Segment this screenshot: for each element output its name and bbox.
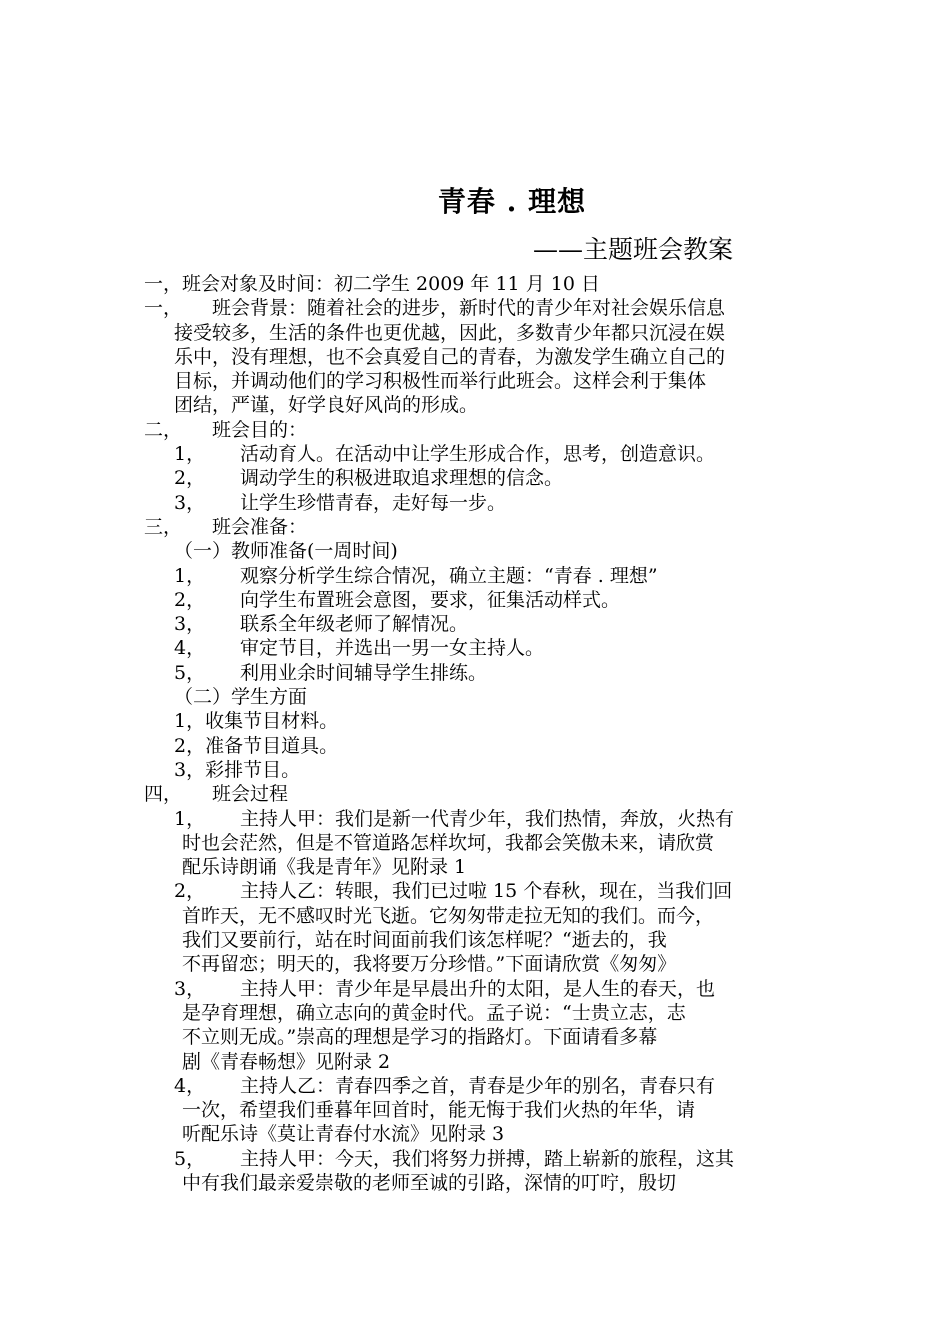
item-number: 2，	[174, 588, 206, 611]
subsection-title: （二）学生方面	[174, 686, 308, 709]
background-line: 接受较多，生活的条件也更优越，因此，多数青少年都只沉浸在娱	[174, 321, 726, 344]
item-number: 3，	[174, 491, 206, 514]
item-continuation: 配乐诗朗诵《我是青年》见附录 1	[182, 856, 467, 879]
list-item	[144, 977, 818, 1001]
item-text: 让学生珍惜青春，走好每一步。	[240, 491, 507, 514]
item-text: 审定节目，并选出一男一女主持人。	[240, 637, 545, 660]
item-continuation: 是孕育理想，确立志向的黄金时代。孟子说：“士贵立志，志	[182, 1001, 686, 1024]
item-number: 1，	[174, 807, 206, 830]
item-number: 2，	[174, 467, 206, 490]
background-line	[144, 296, 818, 320]
list-item	[144, 491, 818, 515]
item-continuation: 一次，希望我们垂暮年回首时，能无悔于我们火热的年华，请	[182, 1099, 696, 1122]
list-item	[144, 1147, 818, 1171]
document-body	[144, 272, 818, 1195]
subsection-title: （一）教师准备(一周时间)	[174, 540, 398, 563]
item-text: 活动育人。在活动中让学生形成合作，思考，创造意识。	[240, 443, 716, 466]
section-number: 一，	[144, 297, 183, 320]
section-title: 班会准备：	[212, 515, 308, 538]
list-item	[144, 612, 818, 636]
item-continuation: 时也会茫然，但是不管道路怎样坎坷，我都会笑傲未来，请欣赏	[182, 831, 715, 854]
section-title: 班会过程	[212, 783, 289, 806]
item-number: 1，	[174, 564, 206, 587]
item-number: 4，	[174, 1074, 206, 1097]
list-item	[144, 442, 818, 466]
item-continuation: 听配乐诗《莫让青春付水流》见附录 3	[182, 1123, 505, 1146]
aim-heading	[144, 418, 818, 442]
item-text: 主持人乙：青春四季之首，青春是少年的别名，青春只有	[240, 1074, 716, 1097]
list-item: 3，彩排节目。	[174, 758, 301, 781]
page-title: 青春 . 理想	[437, 185, 587, 218]
section-title: 班会目的：	[212, 418, 308, 441]
item-text: 观察分析学生综合情况，确立主题：“青春 . 理想”	[240, 564, 658, 587]
item-text: 联系全年级老师了解情况。	[240, 613, 469, 636]
item-number: 5，	[174, 1147, 206, 1170]
item-continuation: 我们又要前行，站在时间面前我们该怎样呢？“逝去的，我	[182, 929, 667, 952]
item-continuation: 中有我们最亲爱崇敬的老师至诚的引路，深情的叮咛，殷切	[182, 1171, 677, 1194]
item-text: 主持人甲：青少年是早晨出升的太阳，是人生的春天，也	[240, 977, 716, 1000]
list-item	[144, 466, 818, 490]
list-item	[144, 1074, 818, 1098]
list-item	[144, 661, 818, 685]
item-text: 主持人甲：我们是新一代青少年，我们热情，奔放，火热有	[240, 807, 735, 830]
page-subtitle: ——主题班会教案	[533, 235, 734, 264]
list-item	[144, 636, 818, 660]
list-item: 1，收集节目材料。	[174, 710, 339, 733]
list-item	[144, 588, 818, 612]
section-number: 二，	[144, 418, 183, 441]
item-text: 主持人乙：转眼，我们已过啦 15 个春秋，现在，当我们回	[240, 880, 733, 903]
intro-line: 一，班会对象及时间：初二学生 2009 年 11 月 10 日	[144, 273, 600, 295]
item-number: 2，	[174, 880, 206, 903]
item-number: 3，	[174, 613, 206, 636]
list-item	[144, 807, 818, 831]
item-number: 1，	[174, 443, 206, 466]
list-item	[144, 564, 818, 588]
item-text: 向学生布置班会意图，要求，征集活动样式。	[240, 588, 621, 611]
prep-heading	[144, 515, 818, 539]
item-number: 5，	[174, 661, 206, 684]
item-text: 利用业余时间辅导学生排练。	[240, 661, 488, 684]
list-item: 2，准备节目道具。	[174, 734, 339, 757]
background-text: 班会背景：随着社会的进步，新时代的青少年对社会娱乐信息	[212, 297, 726, 320]
item-text: 主持人甲：今天，我们将努力拼搏，踏上崭新的旅程，这其	[240, 1147, 735, 1170]
item-continuation: 首昨天，无不感叹时光飞逝。它匆匆带走拉无知的我们。而今，	[182, 904, 715, 927]
section-number: 四，	[144, 783, 183, 806]
process-heading	[144, 782, 818, 806]
item-number: 3，	[174, 977, 206, 1000]
background-line: 团结，严谨，好学良好风尚的形成。	[174, 394, 479, 417]
item-continuation: 剧《青春畅想》见附录 2	[182, 1050, 391, 1073]
item-continuation: 不立则无成。”崇高的理想是学习的指路灯。下面请看多幕	[182, 1026, 658, 1049]
background-line: 目标，并调动他们的学习积极性而举行此班会。这样会利于集体	[174, 370, 707, 393]
list-item	[144, 879, 818, 903]
item-number: 4，	[174, 637, 206, 660]
item-text: 调动学生的积极进取追求理想的信念。	[240, 467, 564, 490]
item-continuation: 不再留恋；明天的，我将要万分珍惜。”下面请欣赏《匆匆》	[182, 953, 677, 976]
background-line: 乐中，没有理想，也不会真爱自己的青春，为激发学生确立自己的	[174, 345, 726, 368]
section-number: 三，	[144, 515, 183, 538]
